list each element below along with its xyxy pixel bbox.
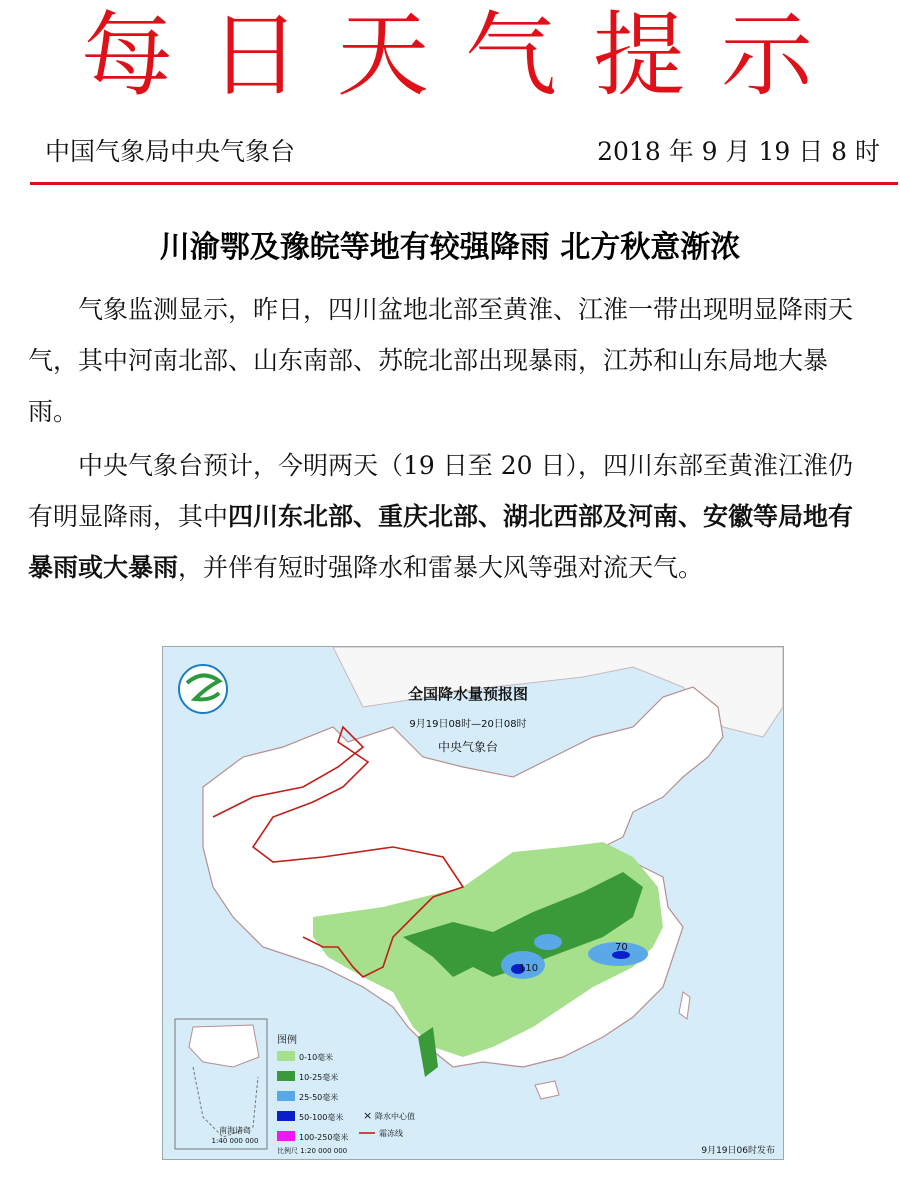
banner (0, 0, 900, 112)
center-marker-icon: × (363, 1109, 373, 1122)
legend-title: 图例 (277, 1035, 297, 1046)
legend-swatch-2 (277, 1091, 295, 1101)
legend-label-0: 0-10毫米 (299, 1053, 334, 1062)
meta-row (45, 132, 880, 168)
paragraph-2-c: ，并伴有短时强降水和雷暴大风等强对流天气。 (178, 553, 704, 582)
map-agency: 中央气象台 (437, 740, 499, 754)
inset-scale: 1:40 000 000 (211, 1137, 259, 1145)
map-scale: 比例尺 1:20 000 000 (277, 1147, 348, 1155)
issuer: 中国气象局中央气象台 (45, 137, 296, 166)
cma-logo-icon (179, 665, 227, 713)
map-title: 全国降水量预报图 (407, 685, 529, 703)
headline: 川渝鄂及豫皖等地有较强降雨 北方秋意渐浓 (159, 230, 741, 265)
center-value-2: 70 (615, 942, 628, 953)
legend-swatch-0 (277, 1051, 295, 1061)
legend-swatch-4 (277, 1131, 295, 1141)
legend-label-1: 10-25毫米 (299, 1073, 339, 1082)
legend-label-3: 50-100毫米 (299, 1113, 344, 1122)
paragraph-1: 气象监测显示，昨日，四川盆地北部至黄淮、江淮一带出现明显降雨天气，其中河南北部、山东南部、苏皖北部出现暴雨，江苏和山东局地大暴雨。 (28, 295, 854, 426)
legend-swatch-3 (277, 1111, 295, 1121)
rain-25-50-area-3 (534, 934, 562, 950)
banner-title: 每日天气提示 (80, 2, 849, 109)
inset-caption: 南海诸岛 (219, 1126, 251, 1135)
center-value-1: 110 (519, 963, 539, 974)
legend-swatch-1 (277, 1071, 295, 1081)
frost-label: 霜冻线 (379, 1129, 403, 1138)
legend-label-2: 25-50毫米 (299, 1093, 339, 1102)
map-period: 9月19日08时—20日08时 (409, 719, 527, 730)
precipitation-map (162, 646, 784, 1160)
paragraph-2-a: 中央气象台预计，今明两天（19 日至 20 日），四川东部至黄淮江淮仍有明显降雨，其中 (28, 451, 853, 531)
paragraph-2 (28, 440, 873, 593)
published-time: 9月19日06时发布 (701, 1146, 775, 1156)
legend-label-4: 100-250毫米 (299, 1133, 349, 1142)
issue-time: 2018 年 9 月 19 日 8 时 (597, 137, 880, 166)
header-rule (30, 182, 898, 185)
map-svg (163, 647, 783, 1159)
paragraph-2-bold: 四川东北部、重庆北部、湖北西部及河南、安徽等局地有暴雨或大暴雨 (28, 502, 854, 582)
center-label: 降水中心值 (375, 1112, 415, 1121)
